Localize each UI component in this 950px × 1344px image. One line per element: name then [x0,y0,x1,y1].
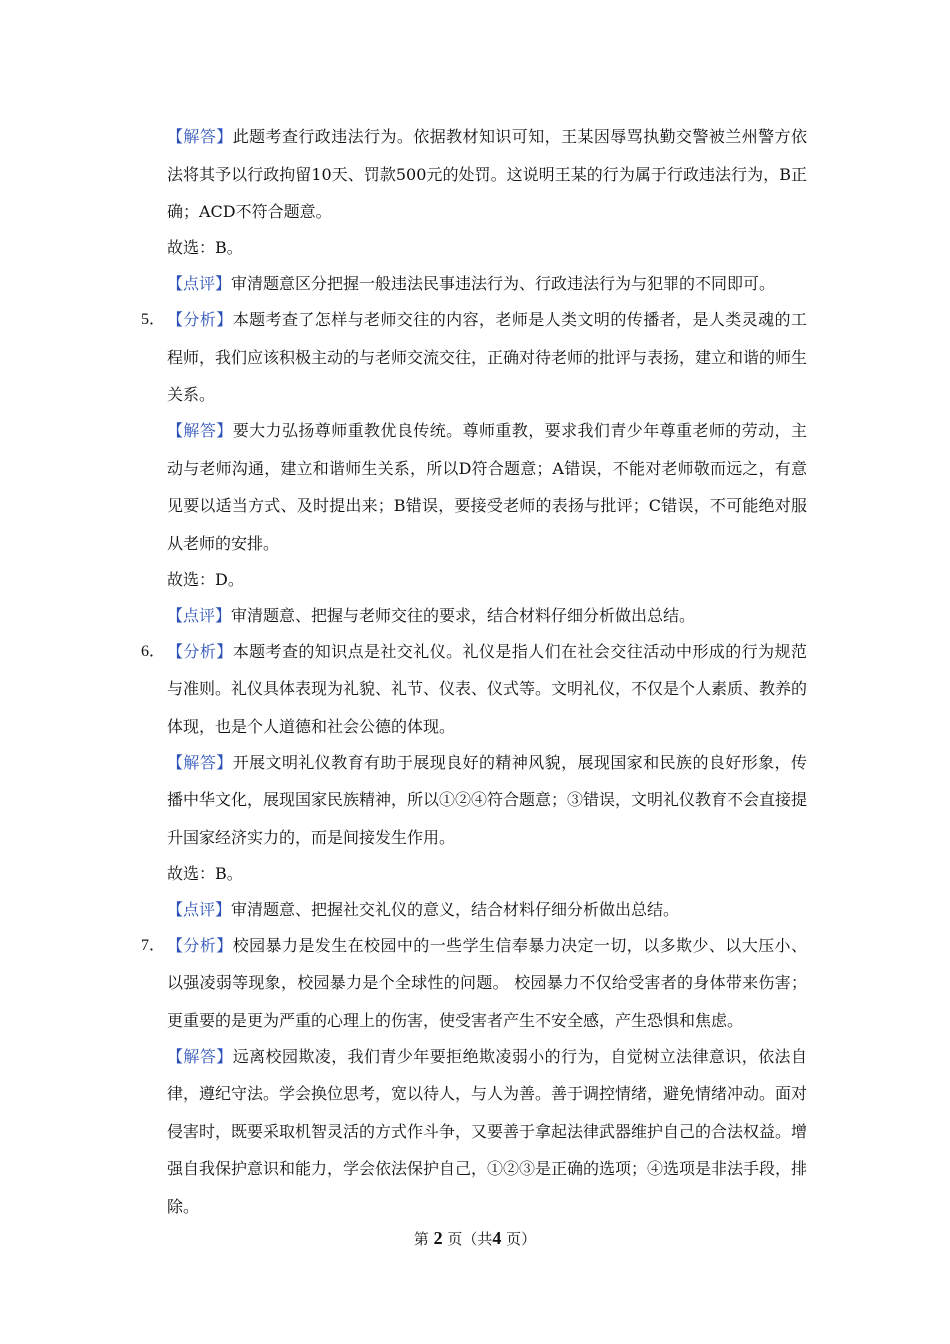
choice-text: 故选：D。 [167,569,244,589]
page-total: 4 [492,1228,502,1248]
document-body [0,118,950,1224]
question-number: 7． [141,936,166,954]
comment-tag: 【点评】 [167,274,232,293]
answer-text: 此题考查行政违法行为。依据教材知识可知，王某因辱骂执勤交警被兰州警方依法将其予以行政拘留10天、罚款500元的处罚。这说明王某的行为属于行政违法行为，B正确；ACD不符合题意。 [167,127,807,221]
comment-tag: 【点评】 [167,605,232,625]
q6-choice [167,855,807,893]
analysis-tag: 【分析】 [167,935,233,955]
question-number: 5． [141,311,166,328]
analysis-text: 本题考查了怎样与老师交往的内容，老师是人类文明的传播者，是人类灵魂的工程师，我们应该积极主动的与老师交流交往，正确对待老师的批评与表扬，建立和谐的师生关系。 [167,310,808,404]
answer-tag: 【解答】 [167,127,233,146]
comment-text: 审清题意区分把握一般违法民事违法行为、行政违法行为与犯罪的不同即可。 [231,274,776,293]
answer-tag: 【解答】 [167,752,233,772]
comment-tag: 【点评】 [167,899,232,919]
analysis-tag: 【分析】 [167,310,233,329]
footer-prefix: 第 [413,1230,429,1248]
q4-comment [167,265,807,303]
question-number: 6． [141,642,166,660]
answer-tag: 【解答】 [167,1046,233,1066]
comment-text: 审清题意、把握与老师交往的要求，结合材料仔细分析做出总结。 [231,605,696,625]
answer-tag: 【解答】 [167,421,233,440]
comment-text: 审清题意、把握社交礼仪的意义，结合材料仔细分析做出总结。 [231,899,680,919]
q5-choice [167,561,807,599]
q6-answer [167,744,807,857]
choice-text: 故选：B。 [167,238,243,257]
q6-comment [167,891,807,929]
footer-suffix: 页） [506,1230,537,1248]
q7-answer [167,1038,807,1226]
answer-text: 开展文明礼仪教育有助于展现良好的精神风貌，展现国家和民族的良好形象，传播中华文化，展现国家民族精神，所以①②④符合题意；③错误，文明礼仪教育不会直接提升国家经济实力的，而是间接发生作用。 [167,752,808,847]
page-footer [0,1228,950,1249]
answer-text: 要大力弘扬尊师重教优良传统。尊师重教，要求我们青少年尊重老师的劳动，主动与老师沟通，建立和谐师生关系，所以D符合题意；A错误，不能对老师敬而远之，有意见要以适当方式、及时提出来；B错误，要接受老师的表扬与批评；C错误，不可能绝对服从老师的安排。 [167,421,807,553]
q5-answer [167,412,807,562]
choice-text: 故选：B。 [167,863,243,883]
analysis-text: 本题考查的知识点是社交礼仪。礼仪是指人们在社会交往活动中形成的行为规范与准则。礼仪具体表现为礼貌、礼节、仪表、仪式等。文明礼仪，不仅是个人素质、教养的体现，也是个人道德和社会公德的体现。 [167,641,808,736]
q4-choice [167,229,807,267]
q4-answer [167,118,807,231]
q5-analysis [141,301,808,414]
page-number: 2 [433,1228,443,1248]
q7-analysis [141,927,807,1040]
q5-comment [167,597,807,635]
analysis-text: 校园暴力是发生在校园中的一些学生信奉暴力决定一切，以多欺少、以大压小、以强凌弱等现象，校园暴力是个全球性的问题。 校园暴力不仅给受害者的身体带来伤害；更重要的是更为严重的心理上的伤害，使受害者产生不安全感，产生恐惧和焦虑。 [167,935,807,1030]
analysis-tag: 【分析】 [167,641,233,661]
answer-text: 远离校园欺凌，我们青少年要拒绝欺凌弱小的行为，自觉树立法律意识，依法自律，遵纪守法。学会换位思考，宽以待人，与人为善。善于调控情绪，避免情绪冲动。面对侵害时，既要采取机智灵活的方式作斗争，又要善于拿起法律武器维护自己的合法权益。增强自我保护意识和能力，学会依法保护自己，①②③是正确的选项；④选项是非法手段，排除。 [167,1046,808,1216]
q6-analysis [141,633,808,746]
footer-middle: 页（共 [447,1230,493,1248]
